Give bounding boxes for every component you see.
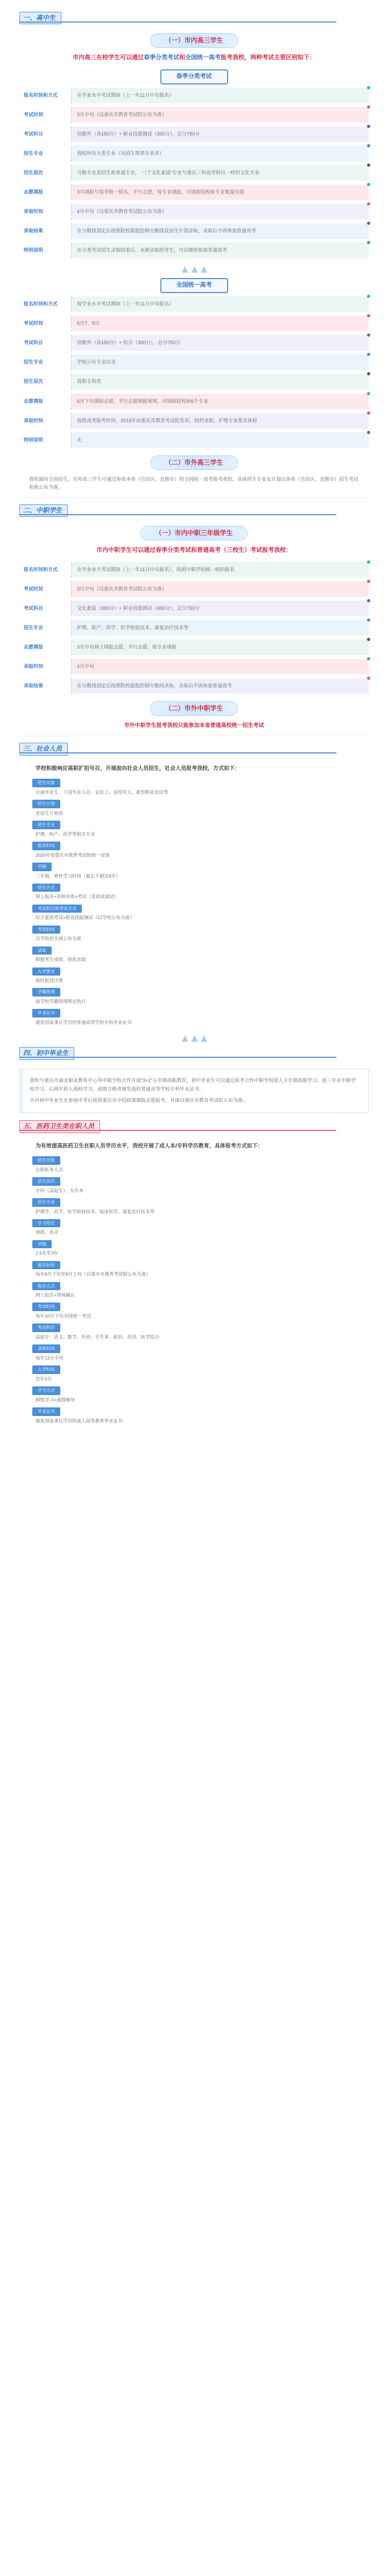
row-label: 特别说明 (19, 432, 72, 448)
list-item-value: 2020年按重庆市教育考试院统一安排 (36, 852, 110, 858)
list-item-value: 函授、业余 (36, 1229, 59, 1235)
list-item (32, 1323, 369, 1340)
row-label: 考试时间 (19, 581, 72, 597)
row-value-text: 在分类考试招生录取结束后，未被录取的考生，可以继续参加普通高考 (77, 247, 228, 253)
list-item (32, 1282, 369, 1299)
row-value-text: 3月中旬（以重庆市教育考试院公布为准） (77, 111, 167, 117)
list-item-value: 网络学习+面授辅导 (36, 1397, 75, 1403)
row-label: 录取时间 (19, 204, 72, 219)
intro-3: 学校积极响应高职扩招号召，开展面向社会人员招生，社会人员报考我校，方式如下： (36, 766, 240, 772)
row-value (72, 184, 369, 200)
row-value (72, 316, 369, 331)
row-value (72, 659, 369, 674)
table-row (19, 620, 369, 636)
corner-dot-icon (367, 105, 370, 109)
section-5-header (19, 1119, 369, 1134)
section-2-header (19, 503, 369, 518)
table-row (19, 394, 369, 409)
section-4-rule (19, 1057, 336, 1058)
sub-heading-2-1: （一）市内中职三年级学生 (19, 526, 369, 540)
row-label: 招生专业 (19, 620, 72, 636)
table-row (19, 354, 369, 370)
list-item (32, 884, 369, 900)
list-item-value: 按时报到注册 (36, 978, 64, 984)
box-title-gaokao: 全国统一高考 (19, 278, 369, 293)
corner-dot-icon (367, 125, 370, 128)
corner-dot-icon (367, 431, 370, 434)
corner-dot-icon (367, 618, 370, 622)
list-item (32, 1219, 369, 1236)
row-value-text: 3月填报与春季统一报名，平行志愿，按专业填报，可填报院校和专业数量有限 (77, 189, 245, 195)
table-row (19, 601, 369, 616)
row-label: 特别说明 (19, 243, 72, 258)
row-value-text: 在学业水平考试期间（上一年11月中旬报名），按照中职学校统一组织报名 (77, 566, 235, 572)
table-row (19, 243, 369, 258)
list-item-label: 考试科目 (32, 1323, 60, 1332)
list-item-label: 考试时间 (32, 926, 60, 934)
row-value (72, 413, 369, 429)
list-item (32, 905, 369, 921)
list-item-value: 以学校招生网公布为准 (36, 936, 82, 942)
rows-gaokao (19, 296, 369, 447)
section-2-rule (19, 514, 336, 515)
row-value (72, 562, 369, 578)
table-row (19, 432, 369, 448)
row-label: 考试科目 (19, 601, 72, 616)
list-item-label: 考试时间 (32, 1303, 60, 1311)
list-item (32, 779, 369, 795)
divider (19, 497, 369, 498)
list-item-value: 按学校学籍管理规定执行 (36, 999, 86, 1004)
section-3-tag: 三、社会人员 (19, 743, 68, 755)
list-item-label: 招生专业 (32, 1198, 60, 1207)
row-label: 考试时间 (19, 316, 72, 331)
section-5-tag: 五、医药卫生类在职人员 (19, 1120, 100, 1133)
row-value-text: 3月中旬（以重庆市教育考试院公布为准） (77, 586, 167, 592)
list-item-value: 每年8月下旬至9月上旬（以重庆市教育考试院公布为准） (36, 1271, 151, 1277)
row-label: 志愿填报 (19, 184, 72, 200)
list-item (32, 926, 369, 942)
row-label: 考试科目 (19, 335, 72, 351)
row-value (72, 165, 369, 181)
list-item-label: 录取时间 (32, 1344, 60, 1353)
corner-dot-icon (367, 241, 370, 244)
row-value-text: 无 (77, 437, 82, 443)
list-item-value: 网上报名+现场确认 (36, 1292, 75, 1298)
row-label: 招生层次 (19, 374, 72, 389)
corner-dot-icon (367, 202, 370, 205)
row-label: 考试科目 (19, 126, 72, 142)
list-item (32, 1198, 369, 1215)
section-4-header (19, 1046, 369, 1061)
list-item-value: 应届毕业生、下岗失业人员、农民工、退役军人、新型职业农民等 (36, 789, 168, 795)
row-value (72, 223, 369, 239)
row-value (72, 243, 369, 258)
list-item (32, 967, 369, 984)
row-label: 报名时间和方式 (19, 296, 72, 312)
list-social (32, 779, 369, 1026)
corner-dot-icon (367, 295, 370, 298)
row-label: 志愿填报 (19, 639, 72, 655)
list-item (32, 1303, 369, 1319)
row-value-text: 4月中旬（以重庆市教育考试院公布为准） (77, 209, 167, 215)
corner-dot-icon (367, 183, 370, 186)
intro-5: 为有效提高医药卫生在职人员学历水平，我校开展了成人本/专科学历教育，具体报考方式如下： (36, 1143, 263, 1150)
list-item (32, 1156, 369, 1173)
list-item (32, 800, 369, 816)
row-value (72, 335, 369, 351)
list-item-value: 护理、助产、药学等相关专业 (36, 831, 95, 837)
list-item-value: 颁发国家承认学历的普通高等学校专科毕业证书 (36, 1019, 132, 1025)
row-value-text: 按照高考报考时间，2019年由重庆市教育考试院发布，投档录取，护理专业要求体检 (77, 417, 258, 423)
row-value (72, 146, 369, 161)
list-item-label: 报名方式 (32, 1282, 60, 1291)
lead-1: 市内高三在校学生可以通过春季分类考试和全国统一高考报考我校，两种考试主要区别如下： (73, 54, 315, 61)
list-item-label: 毕业证书 (32, 1009, 60, 1017)
corner-dot-icon (367, 677, 370, 680)
list-item-label: 入学时间 (32, 1365, 60, 1374)
corner-dot-icon (367, 560, 370, 564)
table-row (19, 413, 369, 429)
section-3-header (19, 742, 369, 757)
list-inservice (32, 1156, 369, 1424)
list-item-label: 招生层次 (32, 1177, 60, 1186)
sub-heading-1-2: （二）市外高三学生 (19, 456, 369, 470)
row-value-text: 在学业水平考试期间（上一年11月中旬报名） (77, 92, 174, 98)
table-row (19, 678, 369, 694)
row-value (72, 432, 369, 448)
row-value-text: 在分数线划定后按照院校最低控制分数线及招生计划录取，录取后不再参加普通高考 (77, 228, 257, 234)
list-item-value: 护理学、药学、医学检验技术、临床医学、康复治疗技术等 (36, 1208, 155, 1214)
list-item-value: 在职医务人员 (36, 1166, 64, 1172)
table-row (19, 223, 369, 239)
row-value (72, 354, 369, 370)
row-value-text: 分数专业类招生和普通专业，一门“文化素质”专业与重庆三科高考科目一样的文化专业 (77, 170, 259, 176)
box-title-spring-exam: 春季分类考试 (19, 69, 369, 84)
row-value (72, 88, 369, 103)
table-row (19, 335, 369, 351)
list-item (32, 1177, 369, 1194)
row-value (72, 394, 369, 409)
row-value (72, 639, 369, 655)
list-item (32, 821, 369, 837)
row-value (72, 374, 369, 389)
row-value-text: 在分数线划定后按照院校最低控制分数线录取，录取后不再参加普通高考 (77, 682, 232, 688)
sub-heading-1-1: （一）市内高三学生 (19, 33, 369, 48)
list-item-label: 招生对象 (32, 779, 60, 787)
corner-dot-icon (367, 333, 370, 337)
list-item-value: 三年制，弹性学习时间（最长不超过6年） (36, 873, 121, 879)
row-value-text: 高职专科类 (77, 379, 102, 385)
section-1-rule (19, 22, 336, 23)
list-item-label: 报名时间 (32, 1261, 60, 1270)
row-value (72, 581, 369, 597)
table-row (19, 88, 369, 103)
row-value-text: 学校公布专业目录 (77, 359, 116, 365)
list-item-value: 见招生计划表 (36, 810, 64, 816)
row-value (72, 126, 369, 142)
list-item (32, 1386, 369, 1403)
row-value-text: 4月中旬 (77, 663, 95, 669)
corner-dot-icon (367, 314, 370, 317)
list-item-value: 根据考生成绩，择优录取 (36, 957, 86, 963)
list-item-value: 每年12月中旬 (36, 1355, 64, 1361)
corner-dot-icon (367, 222, 370, 225)
row-value (72, 620, 369, 636)
list-item-value: 网上报名+资格审查+考试（笔试或面试） (36, 894, 119, 900)
rows-spring-exam (19, 88, 369, 258)
row-label: 报名时间和方式 (19, 562, 72, 578)
list-item (32, 1365, 369, 1382)
table-row (19, 581, 369, 597)
corner-dot-icon (367, 638, 370, 641)
paragraph-4-1: 我校与重庆市渝北职业教育中心等中职学校合作开展“3+2”五年制高职教育，初中毕业生可以通过报考合作中职学校进入五年制高职学习。前三年在中职学校学习，后两年转入我校学习，成绩合格者颁发我校普通高等学校专科毕业证书。 (30, 1078, 356, 1092)
list-item-label: 招生方式 (32, 884, 60, 892)
list-item-label: 招生对象 (32, 1156, 60, 1165)
corner-dot-icon (367, 144, 370, 147)
row-value (72, 204, 369, 219)
list-item-label: 报名时间 (32, 842, 60, 850)
list-item (32, 947, 369, 963)
section-4-tag: 四、初中毕业生 (19, 1047, 74, 1059)
row-value-text: 护理、助产、药学、医学检验技术、康复治疗技术等 (77, 624, 189, 630)
corner-dot-icon (367, 372, 370, 375)
row-label: 报名时间和方式 (19, 88, 72, 103)
section-5-rule (19, 1130, 336, 1131)
row-value (72, 678, 369, 694)
row-label: 录取时间 (19, 659, 72, 674)
row-label: 录取结果 (19, 678, 72, 694)
row-value-text: 语数外（各150分）+ 综合（300分），总分750分 (77, 340, 181, 346)
table-row (19, 126, 369, 142)
list-item (32, 863, 369, 879)
corner-dot-icon (367, 657, 370, 660)
list-item-value: 每年10月下旬全国统一考试 (36, 1313, 91, 1319)
table-row (19, 184, 369, 200)
corner-dot-icon (367, 353, 370, 356)
row-value-text: 3月中旬网上填报志愿，平行志愿，按专业填报 (77, 644, 177, 650)
row-value-text: 语数外（各150分）+ 职业技能测试（300分），总分750分 (77, 131, 200, 137)
list-item-value: 综合素质考试+职业技能测试（以学校公布为准） (36, 915, 135, 921)
list-item-label: 学籍管理 (32, 988, 60, 997)
row-value-text: 6月7、8日 (77, 321, 100, 326)
corner-dot-icon (367, 411, 370, 415)
list-item (32, 988, 369, 1005)
row-value (72, 296, 369, 312)
list-item (32, 1261, 369, 1278)
rows-vocational (19, 562, 369, 694)
table-row (19, 374, 369, 389)
list-item (32, 1240, 369, 1257)
row-label: 招生层次 (19, 165, 72, 181)
list-item-label: 学制 (32, 863, 52, 871)
list-item-label: 学制 (32, 1240, 52, 1249)
row-label: 考试时间 (19, 107, 72, 123)
list-item-value: 2.5年至3年 (36, 1250, 59, 1256)
list-item-label: 毕业证书 (32, 1407, 60, 1416)
list-item-value: 颁发国家承认学历的成人高等教育毕业证书 (36, 1418, 123, 1424)
row-label: 录取结果 (19, 223, 72, 239)
row-label: 志愿填报 (19, 394, 72, 409)
paragraph-4-2: 市内初中毕业生在参加中考后按照重庆市中招政策填报志愿报考，具体以重庆市教育考试院公布为准。 (30, 1097, 248, 1103)
section-3-rule (19, 752, 336, 753)
row-label: 录取时间 (19, 413, 72, 429)
list-item (32, 1344, 369, 1361)
table-row (19, 204, 369, 219)
lead-2: 市内中职学生可以通过春季分类考试和普通高考（三校生）考试报考我校： (96, 547, 292, 554)
table-row (19, 659, 369, 674)
list-item-value: 次年3月 (36, 1376, 52, 1382)
section-1-header (19, 11, 369, 26)
table-row (19, 146, 369, 161)
list-item-label: 学习形式 (32, 1219, 60, 1228)
table-row (19, 107, 369, 123)
list-item-label: 入学要求 (32, 967, 60, 976)
paragraph-1-2: 我校面向全国招生，市外高三学生可通过参加本省（自治区、直辖市）的全国统一高考报考我校，具体招生专业及计划以各省（自治区、直辖市）招生考试机构公布为准。 (29, 476, 359, 490)
list-item (32, 842, 369, 858)
list-item-label: 录取 (32, 947, 52, 955)
list-item-label: 招生计划 (32, 800, 60, 808)
sub-heading-2-2: （二）市外中职学生 (19, 701, 369, 716)
mountain-decoration: ▲▲▲ (179, 1033, 209, 1045)
table-row (19, 296, 369, 312)
corner-dot-icon (367, 392, 370, 395)
list-item-label: 考试科目和考试方式 (32, 905, 82, 913)
list-item-value: 高起专：语文、数学、外语；专升本：政治、英语、医学综合 (36, 1334, 159, 1340)
corner-dot-icon (367, 163, 370, 167)
list-item (32, 1407, 369, 1424)
paragraph-2-2: 市外中职学生报考我校只能参加本省普通高校统一招生考试 (124, 723, 264, 729)
row-value-text: 按学业水平考试期间（上一年11月中旬报名） (77, 301, 174, 307)
row-value (72, 601, 369, 616)
frame-section-4 (19, 1069, 369, 1113)
row-value-text: 6月下旬填报志愿，平行志愿填报规则，可填报院校和6个专业 (77, 398, 209, 404)
row-value-text: 我校所有大类专业（见招生简章专业表） (77, 151, 165, 156)
table-row (19, 639, 369, 655)
list-item-label: 学习方式 (32, 1386, 60, 1395)
row-value-text: 文化素质（300分）+ 职业技能测试（450分），总分750分 (77, 605, 200, 611)
table-row (19, 316, 369, 331)
table-row (19, 165, 369, 181)
list-item-label: 招生专业 (32, 821, 60, 829)
row-label: 招生专业 (19, 146, 72, 161)
corner-dot-icon (367, 580, 370, 583)
row-value (72, 107, 369, 123)
list-item-value: 专科（高起专）、专升本 (36, 1187, 84, 1193)
section-1-tag: 一、高中生 (19, 12, 61, 24)
corner-dot-icon (367, 86, 370, 89)
mountain-decoration: ▲▲▲ (179, 264, 209, 276)
table-row (19, 562, 369, 578)
corner-dot-icon (367, 599, 370, 602)
section-2-tag: 二、中职学生 (19, 504, 68, 517)
list-item (32, 1009, 369, 1026)
row-label: 招生专业 (19, 354, 72, 370)
